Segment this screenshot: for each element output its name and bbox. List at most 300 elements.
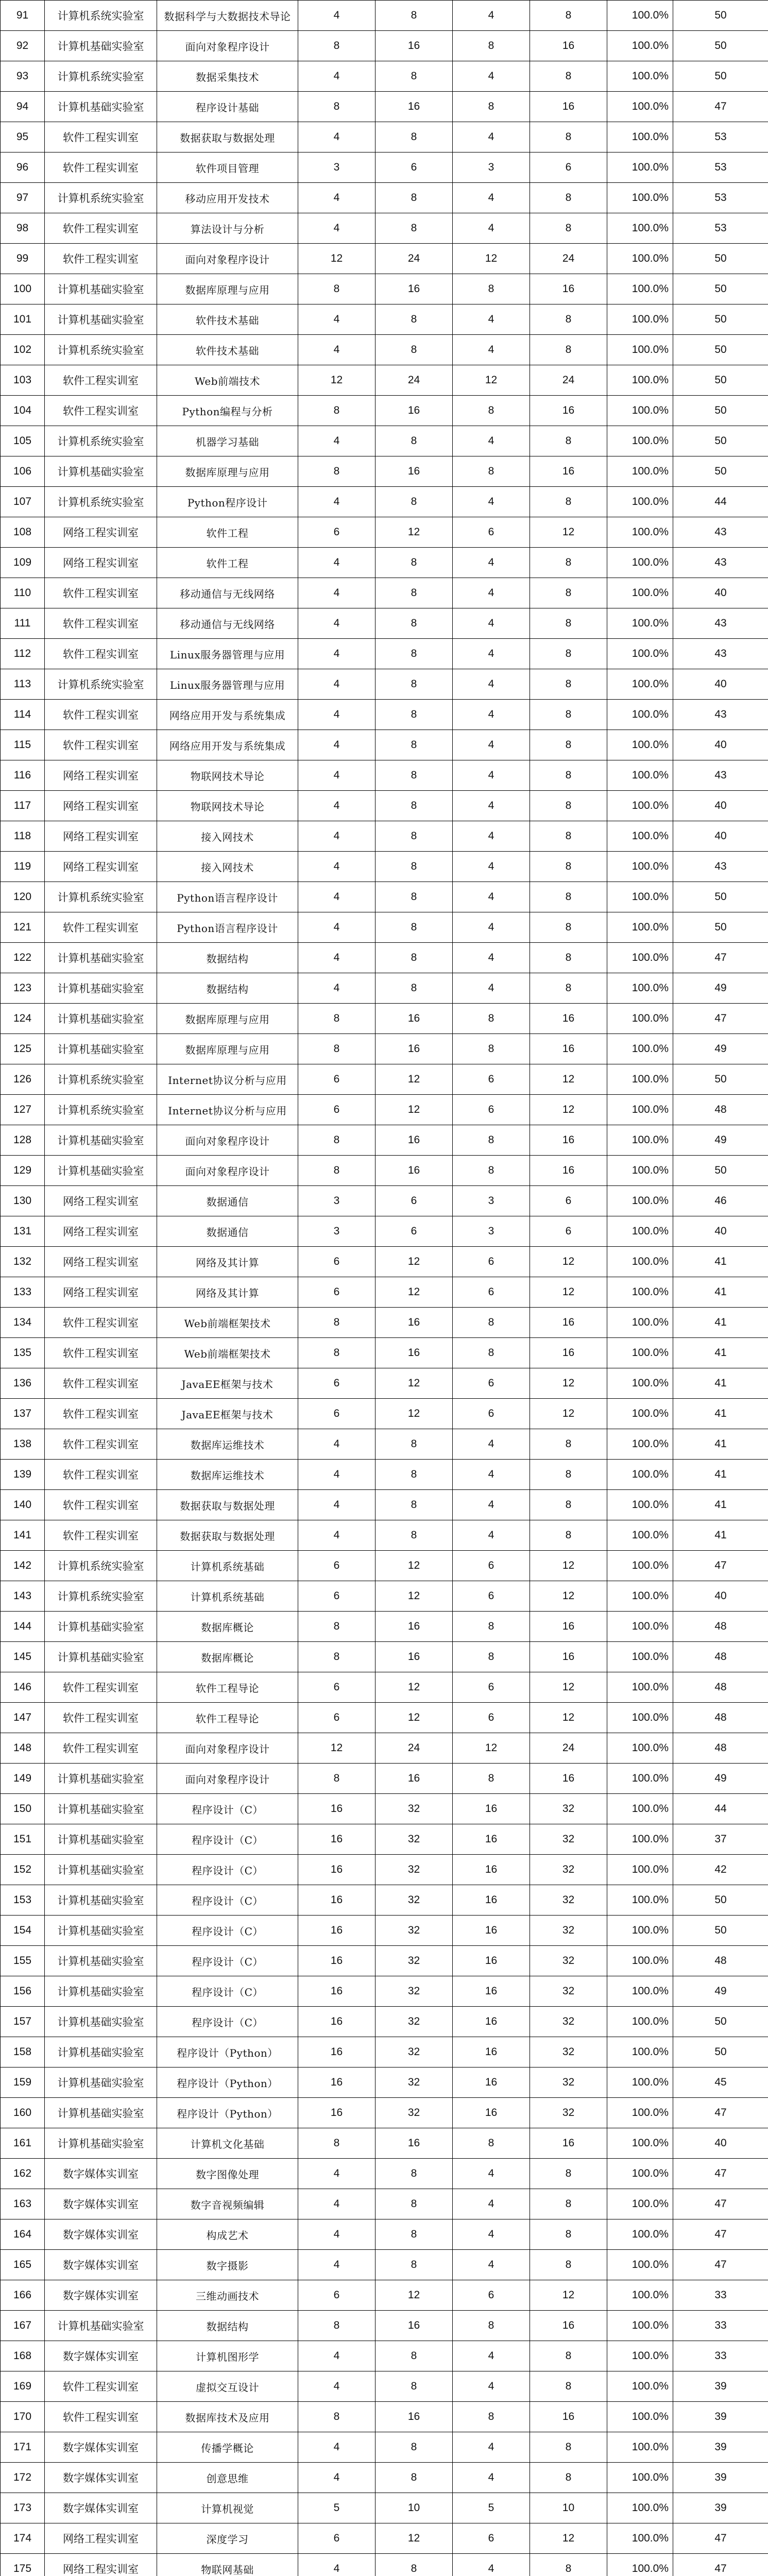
table-row [1,335,768,365]
completion-rate: 100.0% [607,1308,673,1338]
count-a: 4 [298,2554,376,2576]
lab-name: 数字媒体实训室 [45,2159,157,2189]
hours-b: 16 [530,1034,607,1064]
count-b: 8 [453,2311,530,2341]
count-a: 4 [298,973,376,1004]
course-name: 数据库概论 [157,1612,298,1642]
student-count: 50 [673,912,768,943]
completion-rate: 100.0% [607,700,673,730]
completion-rate: 100.0% [607,1581,673,1612]
count-b: 4 [453,943,530,973]
count-b: 6 [453,1095,530,1125]
table-row [1,2523,768,2554]
completion-rate: 100.0% [607,639,673,669]
table-row [1,2341,768,2371]
hours-b: 8 [530,639,607,669]
course-name: 软件技术基础 [157,335,298,365]
hours-a: 8 [376,61,453,92]
table-row [1,517,768,548]
count-b: 4 [453,426,530,456]
hours-b: 12 [530,1399,607,1429]
lab-name: 计算机系统实验室 [45,669,157,700]
course-name: Web前端技术 [157,365,298,396]
lab-name: 计算机基础实验室 [45,1125,157,1156]
course-name: 数据库原理与应用 [157,1034,298,1064]
row-number: 119 [1,852,45,882]
student-count: 41 [673,1490,768,1520]
row-number: 120 [1,882,45,912]
course-name: 三维动画技术 [157,2280,298,2311]
student-count: 48 [673,1733,768,1764]
row-number: 167 [1,2311,45,2341]
completion-rate: 100.0% [607,31,673,61]
student-count: 47 [673,2219,768,2250]
count-b: 8 [453,92,530,122]
student-count: 50 [673,456,768,487]
table-row [1,1764,768,1794]
lab-name: 网络工程实训室 [45,517,157,548]
course-name: 数据库原理与应用 [157,274,298,304]
hours-a: 16 [376,1125,453,1156]
course-name: 面向对象程序设计 [157,1156,298,1186]
hours-b: 32 [530,1946,607,1976]
completion-rate: 100.0% [607,1004,673,1034]
student-count: 43 [673,608,768,639]
hours-b: 6 [530,1186,607,1216]
lab-name: 计算机基础实验室 [45,304,157,335]
lab-name: 计算机基础实验室 [45,1612,157,1642]
student-count: 41 [673,1520,768,1551]
completion-rate: 100.0% [607,2554,673,2576]
hours-a: 8 [376,122,453,152]
count-a: 16 [298,1916,376,1946]
completion-rate: 100.0% [607,2098,673,2128]
count-b: 4 [453,882,530,912]
lab-name: 数字媒体实训室 [45,2250,157,2280]
table-row [1,882,768,912]
count-a: 6 [298,1064,376,1095]
completion-rate: 100.0% [607,1368,673,1399]
completion-rate: 100.0% [607,2159,673,2189]
count-b: 16 [453,1916,530,1946]
hours-b: 12 [530,1672,607,1703]
student-count: 43 [673,852,768,882]
course-name: 传播学概论 [157,2432,298,2463]
count-b: 6 [453,1672,530,1703]
hours-a: 8 [376,639,453,669]
row-number: 121 [1,912,45,943]
lab-name: 软件工程实训室 [45,396,157,426]
hours-b: 6 [530,1216,607,1247]
course-name: JavaEE框架与技术 [157,1399,298,1429]
count-b: 8 [453,1125,530,1156]
student-count: 49 [673,1034,768,1064]
count-b: 4 [453,2219,530,2250]
completion-rate: 100.0% [607,1277,673,1308]
row-number: 135 [1,1338,45,1368]
table-row [1,548,768,578]
lab-name: 软件工程实训室 [45,1368,157,1399]
row-number: 148 [1,1733,45,1764]
hours-a: 32 [376,2037,453,2067]
count-a: 4 [298,2159,376,2189]
count-b: 8 [453,2402,530,2432]
student-count: 42 [673,1855,768,1885]
table-row [1,1156,768,1186]
count-a: 16 [298,1794,376,1824]
student-count: 49 [673,973,768,1004]
count-b: 4 [453,1429,530,1460]
table-row [1,2098,768,2128]
course-name: 数据库技术及应用 [157,2402,298,2432]
count-a: 16 [298,2007,376,2037]
lab-name: 计算机基础实验室 [45,1004,157,1034]
table-row [1,213,768,244]
completion-rate: 100.0% [607,1733,673,1764]
hours-a: 16 [376,1764,453,1794]
count-b: 16 [453,2098,530,2128]
table-row [1,821,768,852]
count-b: 8 [453,1308,530,1338]
lab-name: 计算机系统实验室 [45,61,157,92]
table-row [1,183,768,213]
count-b: 4 [453,2189,530,2219]
row-number: 125 [1,1034,45,1064]
completion-rate: 100.0% [607,1672,673,1703]
student-count: 33 [673,2280,768,2311]
row-number: 123 [1,973,45,1004]
course-name: 程序设计（C） [157,1976,298,2007]
hours-a: 12 [376,1277,453,1308]
lab-name: 网络工程实训室 [45,1216,157,1247]
hours-b: 8 [530,2432,607,2463]
course-name: 移动通信与无线网络 [157,608,298,639]
count-a: 8 [298,1764,376,1794]
count-b: 12 [453,365,530,396]
row-number: 104 [1,396,45,426]
hours-b: 32 [530,2007,607,2037]
lab-name: 网络工程实训室 [45,1277,157,1308]
lab-name: 网络工程实训室 [45,760,157,791]
hours-a: 16 [376,2311,453,2341]
table-row [1,1368,768,1399]
count-a: 8 [298,1004,376,1034]
count-b: 16 [453,2067,530,2098]
student-count: 50 [673,2007,768,2037]
completion-rate: 100.0% [607,183,673,213]
course-name: 面向对象程序设计 [157,1764,298,1794]
row-number: 126 [1,1064,45,1095]
table-row [1,1277,768,1308]
count-b: 4 [453,122,530,152]
table-row [1,1794,768,1824]
lab-name: 网络工程实训室 [45,821,157,852]
row-number: 144 [1,1612,45,1642]
student-count: 50 [673,1885,768,1916]
row-number: 96 [1,152,45,183]
course-name: 软件技术基础 [157,304,298,335]
table-row [1,791,768,821]
table-row [1,669,768,700]
hours-b: 8 [530,213,607,244]
row-number: 127 [1,1095,45,1125]
course-name: Web前端框架技术 [157,1338,298,1368]
lab-name: 计算机系统实验室 [45,426,157,456]
student-count: 40 [673,1216,768,1247]
hours-b: 16 [530,2128,607,2159]
hours-b: 8 [530,943,607,973]
lab-name: 计算机系统实验室 [45,335,157,365]
row-number: 166 [1,2280,45,2311]
count-b: 4 [453,669,530,700]
lab-name: 计算机基础实验室 [45,1916,157,1946]
count-a: 6 [298,2280,376,2311]
hours-b: 16 [530,2402,607,2432]
completion-rate: 100.0% [607,1642,673,1672]
row-number: 108 [1,517,45,548]
completion-rate: 100.0% [607,2219,673,2250]
table-row [1,2554,768,2576]
lab-name: 软件工程实训室 [45,1672,157,1703]
row-number: 153 [1,1885,45,1916]
student-count: 48 [673,1703,768,1733]
table-row [1,426,768,456]
table-row [1,2128,768,2159]
completion-rate: 100.0% [607,152,673,183]
hours-a: 16 [376,92,453,122]
table-row [1,304,768,335]
completion-rate: 100.0% [607,2371,673,2402]
completion-rate: 100.0% [607,1764,673,1794]
student-count: 50 [673,1,768,31]
row-number: 114 [1,700,45,730]
hours-b: 12 [530,1703,607,1733]
completion-rate: 100.0% [607,791,673,821]
lab-name: 软件工程实训室 [45,578,157,608]
table-body [1,1,768,2576]
table-row [1,1095,768,1125]
lab-name: 计算机系统实验室 [45,1551,157,1581]
count-a: 6 [298,1581,376,1612]
completion-rate: 100.0% [607,973,673,1004]
table-row [1,396,768,426]
count-a: 8 [298,1125,376,1156]
count-b: 6 [453,2523,530,2554]
count-a: 4 [298,2432,376,2463]
student-count: 43 [673,700,768,730]
table-row [1,2250,768,2280]
course-name: 数据科学与大数据技术导论 [157,1,298,31]
hours-b: 8 [530,760,607,791]
hours-a: 32 [376,2067,453,2098]
course-name: 移动应用开发技术 [157,183,298,213]
lab-name: 计算机基础实验室 [45,1855,157,1885]
hours-b: 16 [530,456,607,487]
student-count: 43 [673,760,768,791]
count-a: 6 [298,1247,376,1277]
course-name: 程序设计（C） [157,2007,298,2037]
hours-b: 12 [530,1581,607,1612]
completion-rate: 100.0% [607,2523,673,2554]
student-count: 40 [673,1581,768,1612]
lab-name: 数字媒体实训室 [45,2432,157,2463]
lab-name: 计算机基础实验室 [45,1946,157,1976]
count-b: 4 [453,791,530,821]
row-number: 163 [1,2189,45,2219]
count-a: 12 [298,365,376,396]
table-row [1,943,768,973]
hours-a: 8 [376,791,453,821]
hours-a: 8 [376,2250,453,2280]
course-name: Linux服务器管理与应用 [157,669,298,700]
count-a: 8 [298,2311,376,2341]
count-b: 4 [453,700,530,730]
count-b: 8 [453,31,530,61]
count-a: 4 [298,700,376,730]
hours-b: 8 [530,669,607,700]
count-a: 4 [298,122,376,152]
course-name: 数据获取与数据处理 [157,1490,298,1520]
completion-rate: 100.0% [607,1976,673,2007]
table-row [1,2493,768,2523]
hours-a: 8 [376,2432,453,2463]
count-b: 4 [453,2463,530,2493]
completion-rate: 100.0% [607,2007,673,2037]
row-number: 110 [1,578,45,608]
lab-name: 数字媒体实训室 [45,2189,157,2219]
hours-b: 24 [530,1733,607,1764]
completion-rate: 100.0% [607,760,673,791]
count-a: 4 [298,548,376,578]
table-row [1,1672,768,1703]
row-number: 158 [1,2037,45,2067]
hours-a: 8 [376,2159,453,2189]
count-b: 3 [453,1186,530,1216]
student-count: 41 [673,1277,768,1308]
row-number: 106 [1,456,45,487]
row-number: 142 [1,1551,45,1581]
hours-a: 12 [376,517,453,548]
count-a: 8 [298,1612,376,1642]
hours-a: 8 [376,335,453,365]
row-number: 111 [1,608,45,639]
hours-b: 8 [530,1429,607,1460]
hours-b: 8 [530,2371,607,2402]
table-row [1,730,768,760]
count-b: 4 [453,2554,530,2576]
completion-rate: 100.0% [607,1034,673,1064]
student-count: 44 [673,487,768,517]
student-count: 49 [673,1976,768,2007]
hours-b: 16 [530,274,607,304]
hours-b: 32 [530,2037,607,2067]
row-number: 170 [1,2402,45,2432]
count-b: 16 [453,2037,530,2067]
table-row [1,1733,768,1764]
table-row [1,456,768,487]
row-number: 137 [1,1399,45,1429]
hours-a: 12 [376,1095,453,1125]
completion-rate: 100.0% [607,1399,673,1429]
completion-rate: 100.0% [607,1824,673,1855]
completion-rate: 100.0% [607,396,673,426]
completion-rate: 100.0% [607,274,673,304]
completion-rate: 100.0% [607,1703,673,1733]
count-a: 4 [298,943,376,973]
hours-b: 8 [530,2250,607,2280]
course-name: Linux服务器管理与应用 [157,639,298,669]
hours-b: 8 [530,304,607,335]
count-a: 8 [298,1034,376,1064]
lab-name: 计算机系统实验室 [45,183,157,213]
student-count: 45 [673,2067,768,2098]
table-row [1,244,768,274]
hours-b: 32 [530,2098,607,2128]
count-a: 4 [298,852,376,882]
hours-a: 8 [376,2554,453,2576]
lab-name: 网络工程实训室 [45,1247,157,1277]
course-name: 数据库原理与应用 [157,1004,298,1034]
student-count: 39 [673,2463,768,2493]
hours-a: 8 [376,821,453,852]
count-a: 4 [298,2189,376,2219]
count-a: 6 [298,1277,376,1308]
course-name: 深度学习 [157,2523,298,2554]
count-b: 4 [453,304,530,335]
course-name: 物联网技术导论 [157,791,298,821]
row-number: 173 [1,2493,45,2523]
row-number: 132 [1,1247,45,1277]
count-a: 4 [298,760,376,791]
table-row [1,1824,768,1855]
row-number: 145 [1,1642,45,1672]
hours-b: 8 [530,1520,607,1551]
student-count: 48 [673,1642,768,1672]
hours-b: 8 [530,2341,607,2371]
hours-a: 16 [376,1612,453,1642]
student-count: 46 [673,1186,768,1216]
count-b: 8 [453,456,530,487]
completion-rate: 100.0% [607,1095,673,1125]
hours-b: 8 [530,973,607,1004]
course-name: 数据结构 [157,973,298,1004]
course-name: 接入网技术 [157,821,298,852]
table-row [1,61,768,92]
course-name: 数字图像处理 [157,2159,298,2189]
lab-name: 计算机基础实验室 [45,1642,157,1672]
count-a: 12 [298,1733,376,1764]
completion-rate: 100.0% [607,1916,673,1946]
hours-a: 16 [376,1308,453,1338]
count-a: 4 [298,61,376,92]
student-count: 47 [673,1004,768,1034]
lab-name: 软件工程实训室 [45,608,157,639]
lab-name: 计算机基础实验室 [45,1824,157,1855]
count-a: 4 [298,304,376,335]
hours-b: 8 [530,2219,607,2250]
course-name: 数字摄影 [157,2250,298,2280]
student-count: 41 [673,1338,768,1368]
count-b: 4 [453,608,530,639]
course-name: 构成艺术 [157,2219,298,2250]
row-number: 151 [1,1824,45,1855]
hours-a: 24 [376,365,453,396]
count-a: 16 [298,1824,376,1855]
student-count: 44 [673,1794,768,1824]
course-name: 程序设计（C） [157,1855,298,1885]
count-b: 6 [453,1064,530,1095]
count-a: 8 [298,1642,376,1672]
